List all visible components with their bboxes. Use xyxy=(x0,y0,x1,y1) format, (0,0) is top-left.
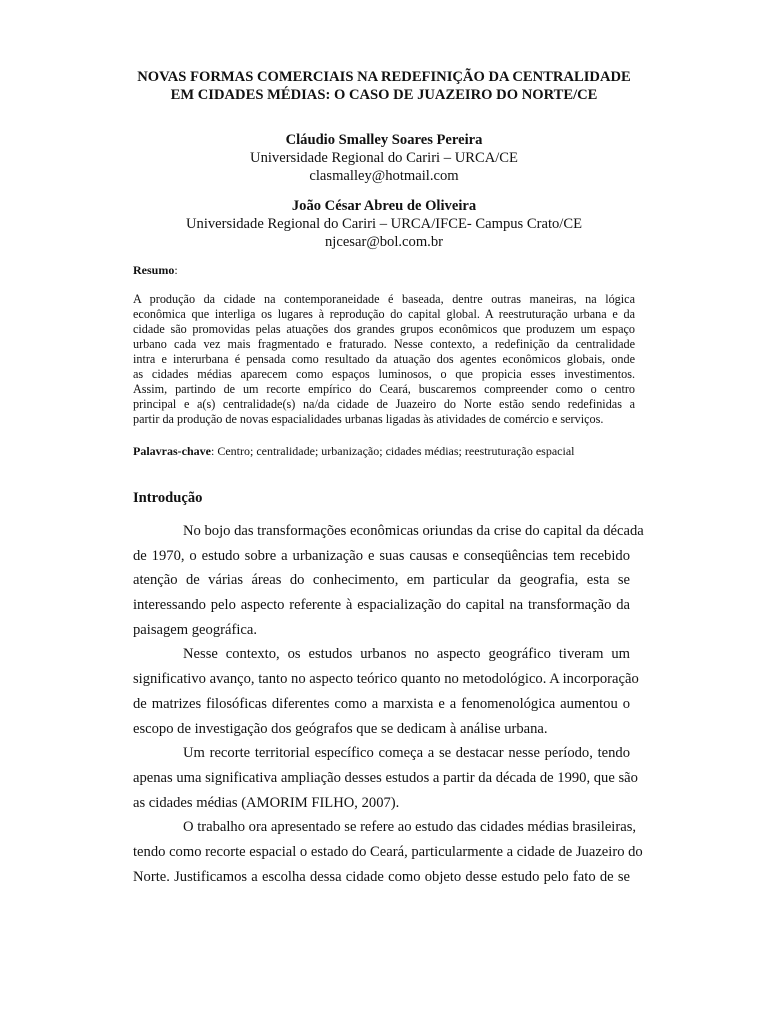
author-block xyxy=(100,197,668,251)
body-line: Um recorte territorial específico começa a se destacar nesse período, tendo xyxy=(183,745,630,762)
body-line: atenção de várias áreas do conhecimento, em particular da geografia, esta se xyxy=(133,572,630,589)
title-line: NOVAS FORMAS COMERCIAIS NA REDEFINIÇÃO DA CENTRALIDADE xyxy=(137,69,631,85)
author-affiliation: Universidade Regional do Cariri – URCA/CE xyxy=(250,150,518,166)
abstract-line: intra e interurbana é pensada como resultado da atuação dos agentes econômicos globais, onde xyxy=(133,352,635,366)
abstract-label-suffix: : xyxy=(174,263,178,277)
paper-title xyxy=(100,68,668,104)
body-line: apenas uma significativa ampliação desses estudos a partir da década de 1990, que são xyxy=(133,769,638,786)
abstract-line: principal e a(s) centralidade(s) na/da cidade de Juazeiro do Norte estão sendo redefinidas a xyxy=(133,397,635,411)
section-title: Introdução xyxy=(133,490,203,506)
title-line: EM CIDADES MÉDIAS: O CASO DE JUAZEIRO DO NORTE/CE xyxy=(170,87,598,103)
abstract xyxy=(133,292,635,427)
abstract-line: econômica que interliga os lugares à reprodução do capital global. A reestruturação urbana e da xyxy=(133,307,635,321)
body-line: Nesse contexto, os estudos urbanos no aspecto geográfico tiveram um xyxy=(183,646,630,663)
keywords-label: Palavras-chave xyxy=(133,444,211,458)
body-line: as cidades médias (AMORIM FILHO, 2007). xyxy=(133,794,400,811)
author-name: João César Abreu de Oliveira xyxy=(291,198,477,214)
abstract-line: cidade são promovidas pelas atuações dos grandes grupos econômicos que produzem um espaço xyxy=(133,322,635,336)
keywords-text: : Centro; centralidade; urbanização; cidades médias; reestruturação espacial xyxy=(210,444,575,458)
body-line: interessando pelo aspecto referente à espacialização do capital na transformação da xyxy=(133,597,630,614)
body-line: Norte. Justificamos a escolha dessa cidade como objeto desse estudo pelo fato de se xyxy=(133,868,630,885)
author-affiliation: Universidade Regional do Cariri – URCA/IFCE- Campus Crato/CE xyxy=(185,216,582,232)
body-line: escopo de investigação dos geógrafos que se dedicam à análise urbana. xyxy=(133,720,548,737)
body-text xyxy=(133,519,644,889)
abstract-label: Resumo xyxy=(133,263,175,277)
body-line: No bojo das transformações econômicas oriundas da crise do capital da década xyxy=(183,523,644,539)
body-line: O trabalho ora apresentado se refere ao estudo das cidades médias brasileiras, xyxy=(183,819,637,836)
abstract-line: A produção da cidade na contemporaneidade é baseada, dentre outras maneiras, na lógica xyxy=(133,292,635,306)
abstract-line: as cidades médias aparecem como espaços luminosos, o que propicia esses investimentos. xyxy=(133,367,635,381)
abstract-line: partir da produção de novas espacialidades urbanas ligadas às atividades de comércio e serviços. xyxy=(133,412,604,426)
author-email: njcesar@bol.com.br xyxy=(325,234,443,250)
body-line: de 1970, o estudo sobre a urbanização e suas causas e conseqüências tem recebido xyxy=(133,547,630,564)
abstract-line: urbano cada vez mais fragmentado e fraturado. Nesse contexto, a redefinição da centralidade xyxy=(133,337,635,351)
body-line: tendo como recorte espacial o estado do Ceará, particularmente a cidade de Juazeiro do xyxy=(133,843,643,860)
abstract-line: Assim, partindo de um recorte empírico do Ceará, buscaremos compreender como o centro xyxy=(133,382,635,396)
body-line: significativo avanço, tanto no aspecto teórico quanto no metodológico. A incorporação xyxy=(133,671,639,688)
keywords xyxy=(133,444,574,459)
body-line: de matrizes filosóficas diferentes como a marxista e a fenomenológica aumentou o xyxy=(133,695,630,712)
author-email: clasmalley@hotmail.com xyxy=(309,168,459,184)
author-block xyxy=(100,131,668,185)
abstract-heading xyxy=(133,263,178,278)
body-line: paisagem geográfica. xyxy=(133,621,257,638)
author-name: Cláudio Smalley Soares Pereira xyxy=(285,132,483,148)
